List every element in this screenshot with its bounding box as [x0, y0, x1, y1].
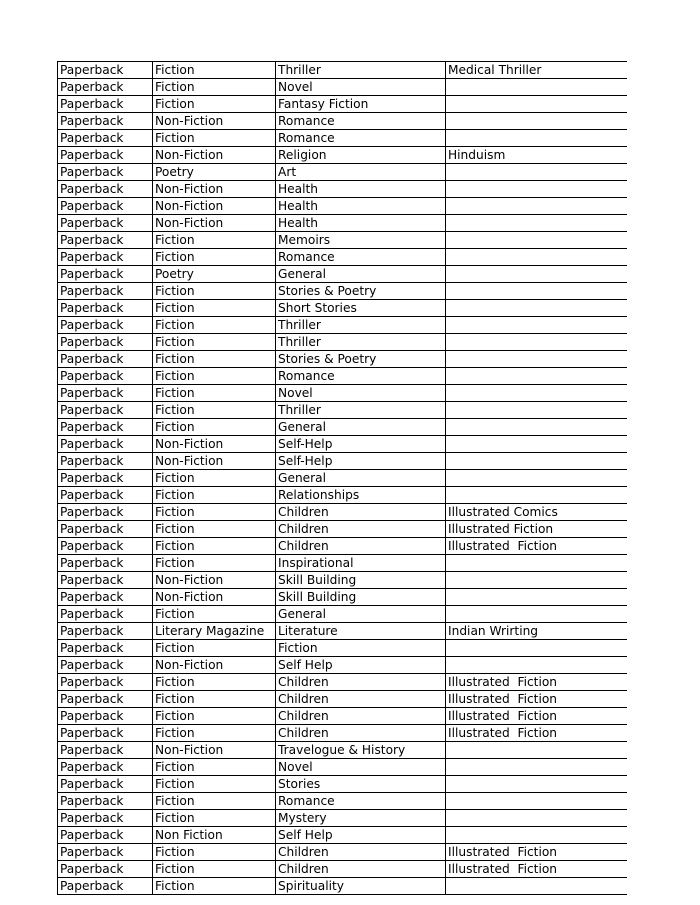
subgenre-cell — [446, 113, 628, 130]
subgenre-cell — [446, 368, 628, 385]
category-cell: Non-Fiction — [153, 657, 276, 674]
table-row — [58, 249, 628, 266]
category-cell: Fiction — [153, 555, 276, 572]
format-cell: Paperback — [58, 385, 153, 402]
genre-cell: Novel — [276, 759, 446, 776]
category-cell: Fiction — [153, 62, 276, 79]
table-row — [58, 470, 628, 487]
format-cell: Paperback — [58, 249, 153, 266]
subgenre-cell — [446, 249, 628, 266]
table-row — [58, 589, 628, 606]
genre-cell: Memoirs — [276, 232, 446, 249]
table-row — [58, 317, 628, 334]
subgenre-cell — [446, 385, 628, 402]
subgenre-cell: Illustrated Fiction — [446, 674, 628, 691]
table-row — [58, 759, 628, 776]
format-cell: Paperback — [58, 79, 153, 96]
format-cell: Paperback — [58, 878, 153, 895]
subgenre-cell — [446, 793, 628, 810]
genre-cell: Religion — [276, 147, 446, 164]
genre-cell: Children — [276, 521, 446, 538]
format-cell: Paperback — [58, 589, 153, 606]
table-row — [58, 504, 628, 521]
subgenre-cell — [446, 827, 628, 844]
genre-cell: Children — [276, 708, 446, 725]
genre-cell: Mystery — [276, 810, 446, 827]
format-cell: Paperback — [58, 657, 153, 674]
format-cell: Paperback — [58, 368, 153, 385]
genre-cell: Children — [276, 504, 446, 521]
subgenre-cell — [446, 776, 628, 793]
table-row — [58, 62, 628, 79]
category-cell: Non-Fiction — [153, 572, 276, 589]
format-cell: Paperback — [58, 232, 153, 249]
subgenre-cell — [446, 96, 628, 113]
category-cell: Fiction — [153, 606, 276, 623]
subgenre-cell — [446, 572, 628, 589]
table-row — [58, 351, 628, 368]
genre-cell: Novel — [276, 385, 446, 402]
genre-cell: Children — [276, 725, 446, 742]
genre-cell: General — [276, 266, 446, 283]
subgenre-cell — [446, 351, 628, 368]
genre-cell: Children — [276, 691, 446, 708]
table-row — [58, 232, 628, 249]
genre-cell: Literature — [276, 623, 446, 640]
table-row — [58, 640, 628, 657]
format-cell: Paperback — [58, 793, 153, 810]
subgenre-cell: Indian Wrirting — [446, 623, 628, 640]
category-cell: Fiction — [153, 776, 276, 793]
subgenre-cell — [446, 130, 628, 147]
format-cell: Paperback — [58, 691, 153, 708]
subgenre-cell — [446, 759, 628, 776]
genre-cell: Travelogue & History — [276, 742, 446, 759]
subgenre-cell — [446, 334, 628, 351]
genre-cell: Children — [276, 674, 446, 691]
genre-cell: Self-Help — [276, 436, 446, 453]
table-body — [58, 62, 628, 895]
category-cell: Non-Fiction — [153, 589, 276, 606]
category-cell: Fiction — [153, 300, 276, 317]
format-cell: Paperback — [58, 164, 153, 181]
format-cell: Paperback — [58, 436, 153, 453]
format-cell: Paperback — [58, 844, 153, 861]
category-cell: Fiction — [153, 487, 276, 504]
subgenre-cell — [446, 810, 628, 827]
category-cell: Fiction — [153, 844, 276, 861]
genre-cell: Thriller — [276, 62, 446, 79]
table-row — [58, 810, 628, 827]
format-cell: Paperback — [58, 130, 153, 147]
genre-cell: Children — [276, 538, 446, 555]
table-row — [58, 453, 628, 470]
table-row — [58, 283, 628, 300]
category-cell: Fiction — [153, 402, 276, 419]
genre-cell: Romance — [276, 130, 446, 147]
genre-cell: General — [276, 606, 446, 623]
category-cell: Fiction — [153, 538, 276, 555]
genre-cell: Fantasy Fiction — [276, 96, 446, 113]
format-cell: Paperback — [58, 147, 153, 164]
category-cell: Fiction — [153, 368, 276, 385]
genre-cell: Spirituality — [276, 878, 446, 895]
catalog-table — [57, 61, 627, 895]
genre-cell: Fiction — [276, 640, 446, 657]
category-cell: Non-Fiction — [153, 147, 276, 164]
format-cell: Paperback — [58, 861, 153, 878]
table-row — [58, 215, 628, 232]
table-row — [58, 742, 628, 759]
format-cell: Paperback — [58, 674, 153, 691]
genre-cell: General — [276, 470, 446, 487]
table-row — [58, 844, 628, 861]
table-row — [58, 793, 628, 810]
genre-cell: Skill Building — [276, 572, 446, 589]
subgenre-cell — [446, 266, 628, 283]
subgenre-cell — [446, 283, 628, 300]
category-cell: Fiction — [153, 861, 276, 878]
table-row — [58, 147, 628, 164]
subgenre-cell — [446, 436, 628, 453]
subgenre-cell — [446, 181, 628, 198]
subgenre-cell — [446, 657, 628, 674]
table-row — [58, 572, 628, 589]
table-row — [58, 725, 628, 742]
subgenre-cell: Illustrated Fiction — [446, 708, 628, 725]
category-cell: Fiction — [153, 232, 276, 249]
subgenre-cell — [446, 232, 628, 249]
format-cell: Paperback — [58, 555, 153, 572]
format-cell: Paperback — [58, 266, 153, 283]
subgenre-cell: Illustrated Comics — [446, 504, 628, 521]
format-cell: Paperback — [58, 198, 153, 215]
table-row — [58, 878, 628, 895]
category-cell: Fiction — [153, 878, 276, 895]
genre-cell: Thriller — [276, 334, 446, 351]
genre-cell: Children — [276, 861, 446, 878]
genre-cell: Romance — [276, 368, 446, 385]
table-row — [58, 776, 628, 793]
subgenre-cell: Illustrated Fiction — [446, 861, 628, 878]
subgenre-cell: Medical Thriller — [446, 62, 628, 79]
category-cell: Fiction — [153, 249, 276, 266]
category-cell: Fiction — [153, 334, 276, 351]
table-row — [58, 606, 628, 623]
category-cell: Fiction — [153, 759, 276, 776]
genre-cell: Inspirational — [276, 555, 446, 572]
category-cell: Fiction — [153, 351, 276, 368]
subgenre-cell — [446, 487, 628, 504]
subgenre-cell — [446, 453, 628, 470]
genre-cell: Stories & Poetry — [276, 351, 446, 368]
category-cell: Non-Fiction — [153, 453, 276, 470]
table-row — [58, 130, 628, 147]
spreadsheet — [57, 61, 627, 905]
genre-cell: Romance — [276, 793, 446, 810]
category-cell: Fiction — [153, 130, 276, 147]
category-cell: Non Fiction — [153, 827, 276, 844]
category-cell: Non-Fiction — [153, 113, 276, 130]
subgenre-cell: Illustrated Fiction — [446, 538, 628, 555]
subgenre-cell: Illustrated Fiction — [446, 691, 628, 708]
table-row — [58, 521, 628, 538]
format-cell: Paperback — [58, 470, 153, 487]
format-cell: Paperback — [58, 623, 153, 640]
format-cell: Paperback — [58, 725, 153, 742]
category-cell: Fiction — [153, 96, 276, 113]
category-cell: Non-Fiction — [153, 742, 276, 759]
format-cell: Paperback — [58, 827, 153, 844]
genre-cell: Self-Help — [276, 453, 446, 470]
table-row — [58, 436, 628, 453]
genre-cell: Art — [276, 164, 446, 181]
genre-cell: Health — [276, 215, 446, 232]
table-row — [58, 555, 628, 572]
genre-cell: Short Stories — [276, 300, 446, 317]
genre-cell: Thriller — [276, 317, 446, 334]
category-cell: Poetry — [153, 266, 276, 283]
category-cell: Fiction — [153, 470, 276, 487]
table-row — [58, 266, 628, 283]
category-cell: Non-Fiction — [153, 436, 276, 453]
category-cell: Fiction — [153, 317, 276, 334]
format-cell: Paperback — [58, 283, 153, 300]
category-cell: Fiction — [153, 79, 276, 96]
format-cell: Paperback — [58, 419, 153, 436]
category-cell: Poetry — [153, 164, 276, 181]
format-cell: Paperback — [58, 181, 153, 198]
subgenre-cell — [446, 555, 628, 572]
subgenre-cell — [446, 402, 628, 419]
format-cell: Paperback — [58, 487, 153, 504]
table-row — [58, 419, 628, 436]
genre-cell: Children — [276, 844, 446, 861]
genre-cell: Self Help — [276, 657, 446, 674]
genre-cell: Health — [276, 198, 446, 215]
category-cell: Fiction — [153, 504, 276, 521]
category-cell: Fiction — [153, 385, 276, 402]
table-row — [58, 385, 628, 402]
subgenre-cell — [446, 589, 628, 606]
table-row — [58, 79, 628, 96]
format-cell: Paperback — [58, 504, 153, 521]
genre-cell: Romance — [276, 113, 446, 130]
category-cell: Fiction — [153, 283, 276, 300]
category-cell: Fiction — [153, 793, 276, 810]
format-cell: Paperback — [58, 334, 153, 351]
category-cell: Fiction — [153, 691, 276, 708]
format-cell: Paperback — [58, 538, 153, 555]
table-row — [58, 827, 628, 844]
format-cell: Paperback — [58, 708, 153, 725]
genre-cell: Stories & Poetry — [276, 283, 446, 300]
table-row — [58, 113, 628, 130]
subgenre-cell — [446, 470, 628, 487]
table-row — [58, 402, 628, 419]
subgenre-cell — [446, 79, 628, 96]
table-row — [58, 674, 628, 691]
format-cell: Paperback — [58, 759, 153, 776]
table-row — [58, 691, 628, 708]
table-row — [58, 181, 628, 198]
category-cell: Fiction — [153, 810, 276, 827]
format-cell: Paperback — [58, 521, 153, 538]
format-cell: Paperback — [58, 453, 153, 470]
format-cell: Paperback — [58, 96, 153, 113]
format-cell: Paperback — [58, 300, 153, 317]
format-cell: Paperback — [58, 810, 153, 827]
category-cell: Fiction — [153, 674, 276, 691]
category-cell: Fiction — [153, 419, 276, 436]
table-row — [58, 300, 628, 317]
subgenre-cell: Illustrated Fiction — [446, 725, 628, 742]
category-cell: Fiction — [153, 521, 276, 538]
subgenre-cell — [446, 419, 628, 436]
category-cell: Fiction — [153, 725, 276, 742]
subgenre-cell: Illustrated Fiction — [446, 844, 628, 861]
subgenre-cell — [446, 606, 628, 623]
genre-cell: Thriller — [276, 402, 446, 419]
table-row — [58, 334, 628, 351]
subgenre-cell — [446, 317, 628, 334]
genre-cell: General — [276, 419, 446, 436]
table-row — [58, 861, 628, 878]
format-cell: Paperback — [58, 742, 153, 759]
format-cell: Paperback — [58, 402, 153, 419]
format-cell: Paperback — [58, 640, 153, 657]
format-cell: Paperback — [58, 606, 153, 623]
genre-cell: Relationships — [276, 487, 446, 504]
genre-cell: Self Help — [276, 827, 446, 844]
category-cell: Literary Magazine — [153, 623, 276, 640]
genre-cell: Novel — [276, 79, 446, 96]
format-cell: Paperback — [58, 572, 153, 589]
format-cell: Paperback — [58, 113, 153, 130]
table-row — [58, 96, 628, 113]
category-cell: Non-Fiction — [153, 181, 276, 198]
format-cell: Paperback — [58, 351, 153, 368]
table-row — [58, 198, 628, 215]
genre-cell: Health — [276, 181, 446, 198]
subgenre-cell — [446, 300, 628, 317]
subgenre-cell — [446, 164, 628, 181]
format-cell: Paperback — [58, 317, 153, 334]
table-row — [58, 164, 628, 181]
subgenre-cell — [446, 742, 628, 759]
category-cell: Fiction — [153, 640, 276, 657]
table-row — [58, 538, 628, 555]
category-cell: Non-Fiction — [153, 198, 276, 215]
subgenre-cell — [446, 640, 628, 657]
subgenre-cell: Illustrated Fiction — [446, 521, 628, 538]
genre-cell: Stories — [276, 776, 446, 793]
genre-cell: Skill Building — [276, 589, 446, 606]
table-row — [58, 487, 628, 504]
table-row — [58, 708, 628, 725]
subgenre-cell: Hinduism — [446, 147, 628, 164]
category-cell: Fiction — [153, 708, 276, 725]
table-row — [58, 368, 628, 385]
category-cell: Non-Fiction — [153, 215, 276, 232]
subgenre-cell — [446, 878, 628, 895]
subgenre-cell — [446, 215, 628, 232]
table-row — [58, 623, 628, 640]
format-cell: Paperback — [58, 62, 153, 79]
format-cell: Paperback — [58, 215, 153, 232]
subgenre-cell — [446, 198, 628, 215]
genre-cell: Romance — [276, 249, 446, 266]
table-row — [58, 657, 628, 674]
format-cell: Paperback — [58, 776, 153, 793]
